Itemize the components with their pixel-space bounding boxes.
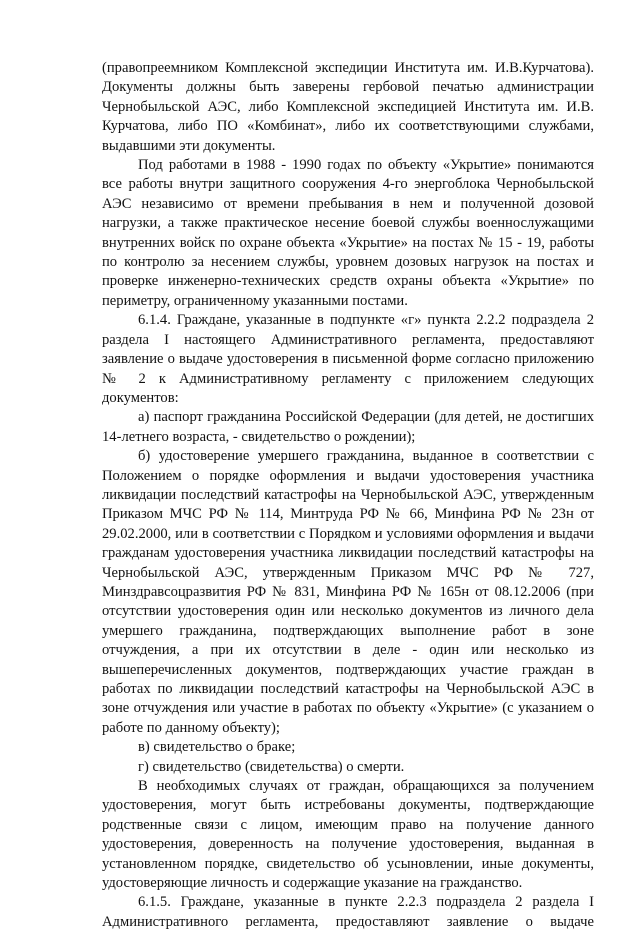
list-item-g: г) свидетельство (свидетельства) о смерти. (138, 758, 405, 775)
document-body (102, 59, 594, 932)
list-item-b: б) удостоверение умершего гражданина, выданное в соответствии с Положением о порядке оформления и выдачи удостоверения участника ликвидации последствий катастрофы на Чернобыльской АЭС, утвержденным Приказом МЧС РФ № 114, Минтруда РФ № 66, Минфина РФ № 23н от 29.02.2000, или в соответствии с Порядком и условиями оформления и выдачи гражданам удостоверения участника ликвидации последствий катастрофы на Чернобыльской АЭС, утвержденным Приказом МЧС РФ № 727, Минздравсоцразвития РФ № 831, Минфина РФ № 165н от 08.12.2006 (при отсутствии удостоверения один или несколько документов из личного дела умершего гражданина, подтверждающих выполнение работ в зоне отчуждения, а при их отсутствии в деле - один или несколько из вышеперечисленных документов, подтверждающих участие граждан в работах по ликвидации последствий катастрофы на Чернобыльской АЭС в зоне отчуждения или участие в работах по объекту «Укрытие» (с указанием о работе по данному объекту); (102, 448, 594, 736)
list-item-a: а) паспорт гражданина Российской Федерации (для детей, не достигших 14-летнего возраста, - свидетельство о рождении); (102, 409, 594, 445)
paragraph-ukrytie-definition: Под работами в 1988 - 1990 годах по объекту «Укрытие» понимаются все работы внутри защитного сооружения 4-го энергоблока Чернобыльской АЭС независимо от времени пребывания в нем и полученной дозовой нагрузки, а также практическое несение боевой службы военнослужащими внутренних войск по охране объекта «Укрытие» на постах № 15 - 19, работы по контролю за несением службы, уровнем дозовых нагрузок на постах и проверке инженерно-технических средств охраны объекта «Укрытие» по периметру, ограниченному указанными постами. (102, 157, 594, 309)
paragraph-additional-documents: В необходимых случаях от граждан, обращающихся за получением удостоверения, могут быть истребованы документы, подтверждающие родственные связи с лицом, имеющим право на получение данного удостоверения, доверенность на получение удостоверения, выданная в установленном порядке, свидетельство об усыновлении, иные документы, удостоверяющие личность и содержащие указание на гражданство. (102, 778, 594, 892)
paragraph-6-1-4: 6.1.4. Граждане, указанные в подпункте «г» пункта 2.2.2 подраздела 2 раздела I настоящего Административного регламента, предоставляют заявление о выдаче удостоверения в письменной форме согласно приложению № 2 к Административному регламенту с приложением следующих документов: (102, 312, 594, 406)
paragraph-continuation: (правопреемником Комплексной экспедиции Института им. И.В.Курчатова). Документы должны быть заверены гербовой печатью администрации Чернобыльской АЭС, либо Комплексной экспедицией Института им. И.В. Курчатова, либо ПО «Комбинат», либо их соответствующими службами, выдавшими эти документы. (102, 60, 594, 154)
list-item-v: в) свидетельство о браке; (138, 739, 296, 756)
paragraph-6-1-5: 6.1.5. Граждане, указанные в пункте 2.2.3 подраздела 2 раздела I Административного регламента, предоставляют заявление о выдаче (102, 894, 594, 930)
